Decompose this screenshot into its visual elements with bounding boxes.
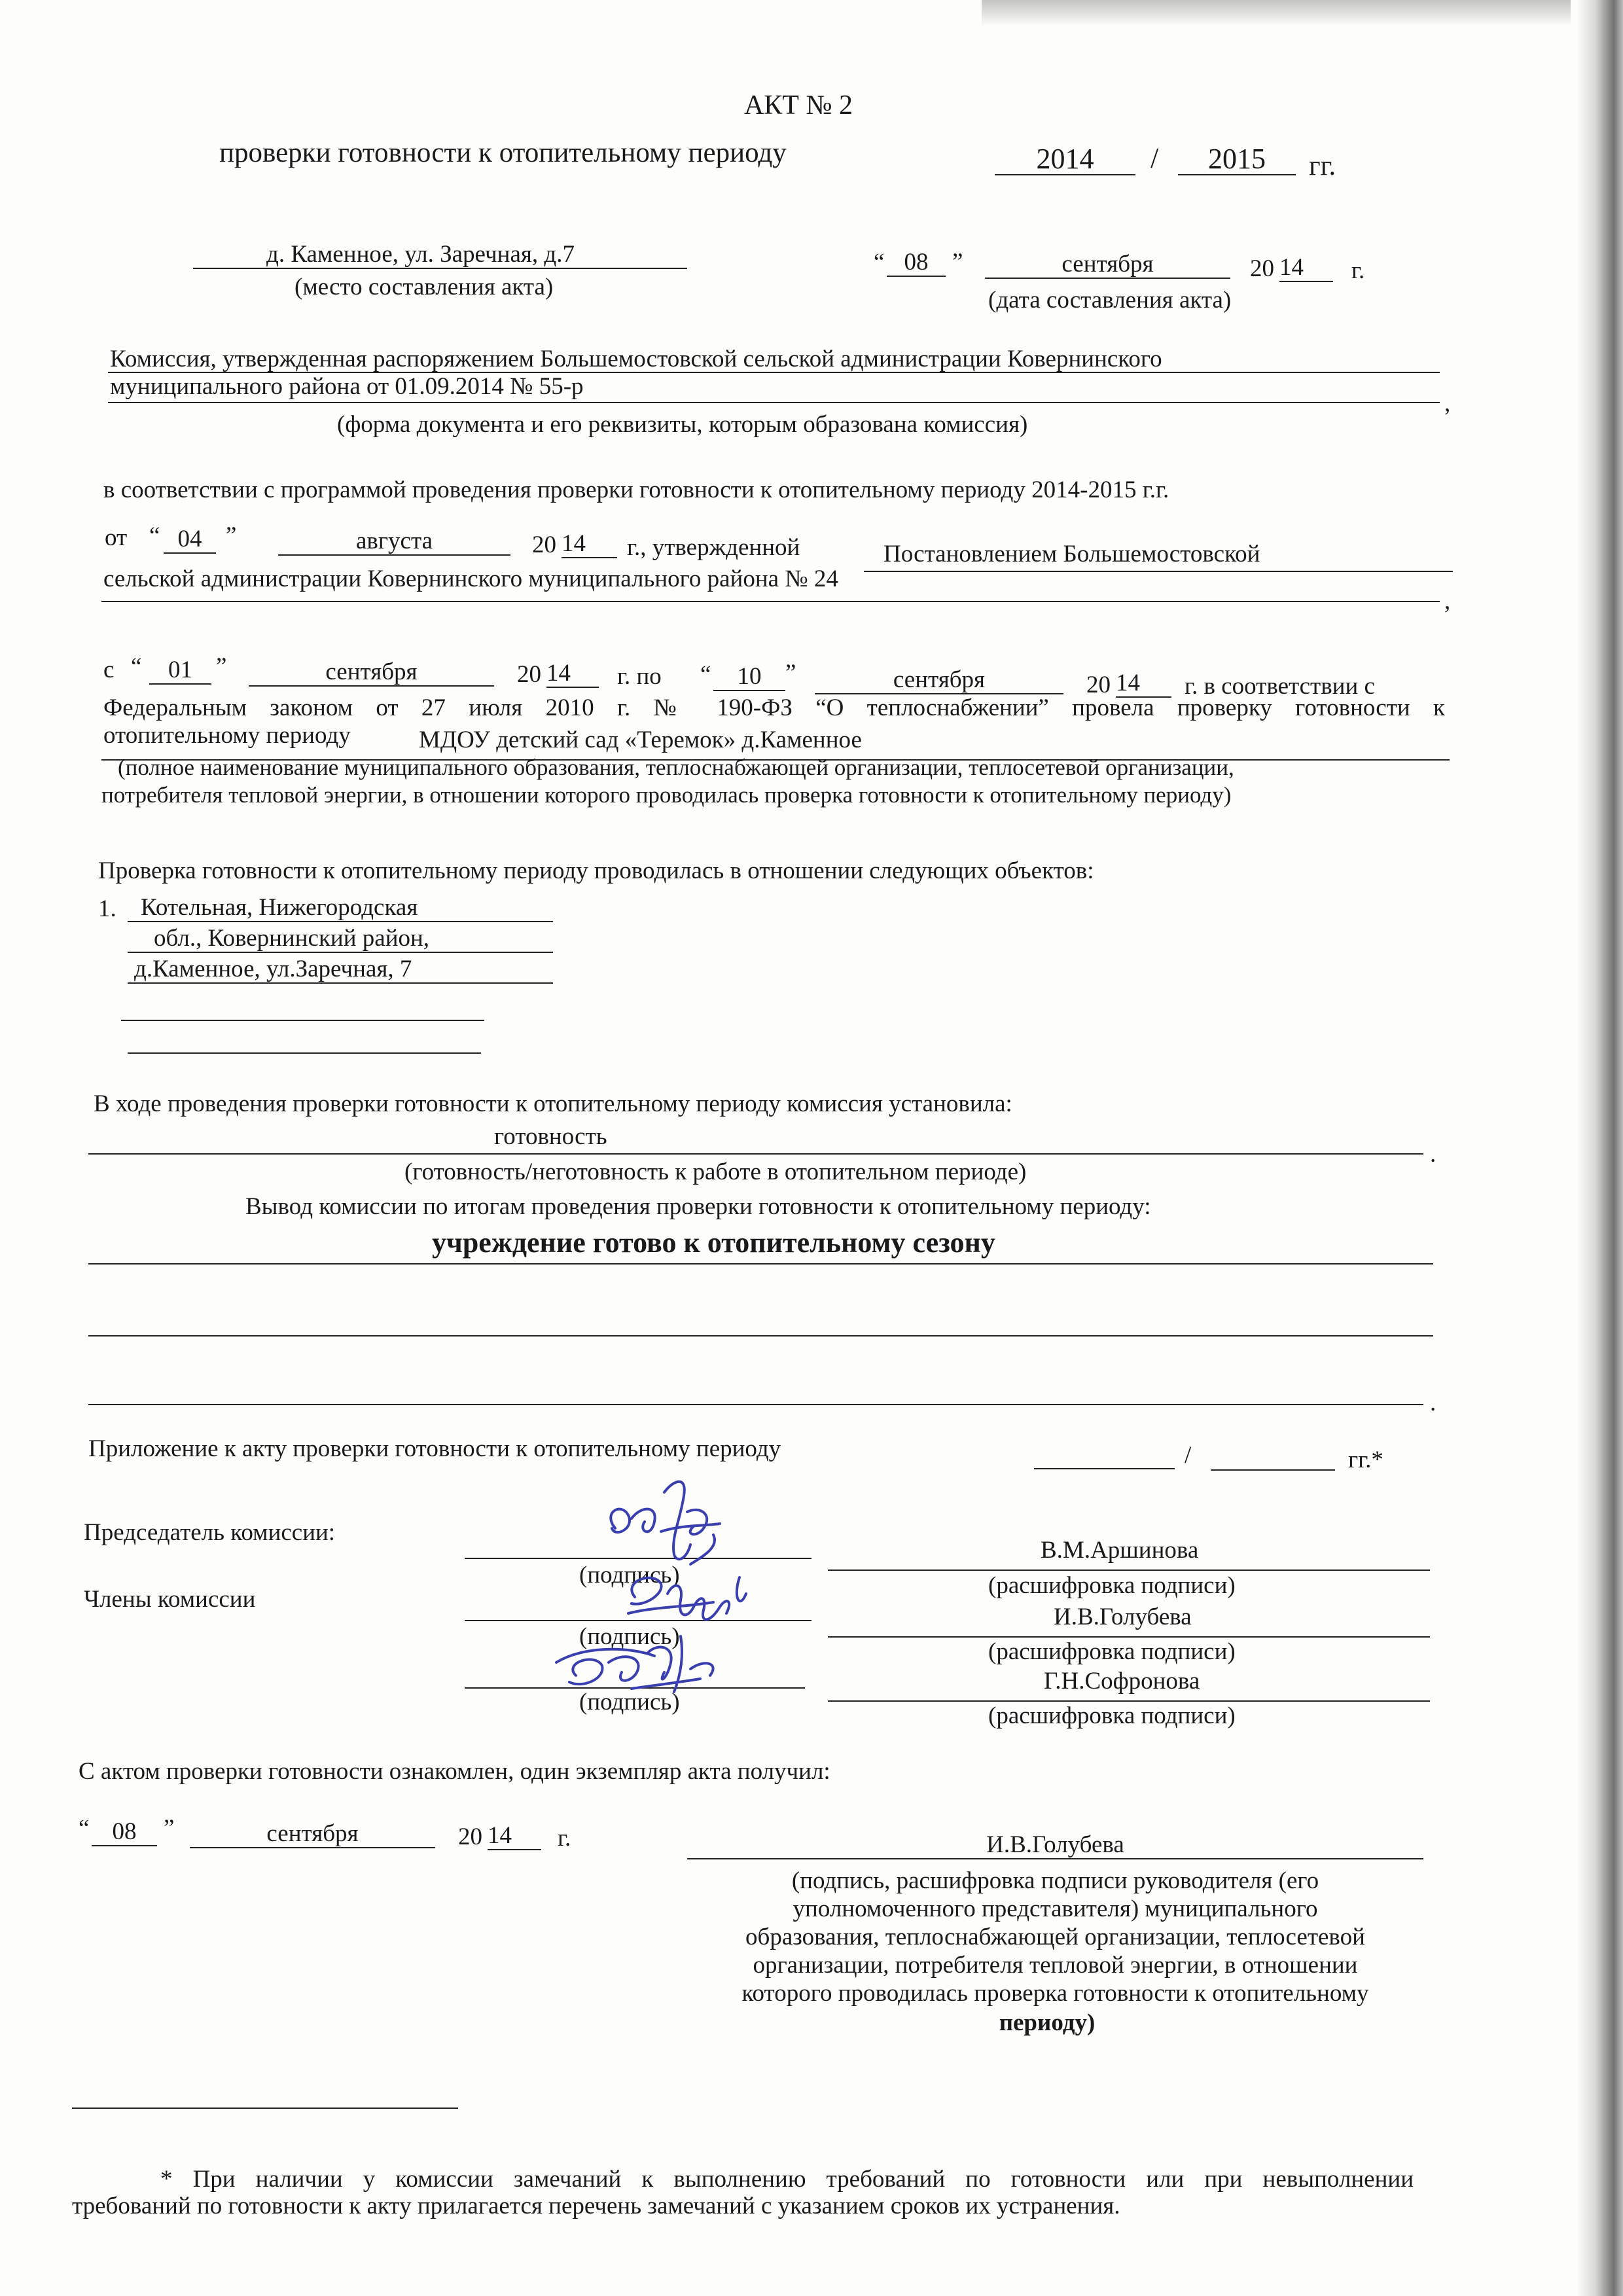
member-2-name: Г.Н.Софронова xyxy=(1044,1668,1200,1695)
period-year-prefix-1: 20 xyxy=(517,661,541,688)
year-from: 2014 xyxy=(995,144,1135,175)
period-object-prefix: отопительному периоду xyxy=(103,722,351,749)
chair-label: Председатель комиссии: xyxy=(84,1519,336,1546)
place-caption: (место составления акта) xyxy=(294,274,554,300)
commission-underline xyxy=(108,402,1440,403)
ack-year-prefix: 20 xyxy=(458,1823,482,1850)
appendix-year-to xyxy=(1211,1469,1335,1471)
program-line: в соответствии с программой проведения проверки готовности к отопительному периоду 2014-2015 г.г. xyxy=(103,476,1169,503)
ack-caption-3: образования, теплоснабжающей организации, теплосетевой xyxy=(745,1924,1365,1950)
member-1-signature-stroke xyxy=(628,1577,746,1619)
ack-caption-5: которого проводилась проверка готовности к отопительному xyxy=(741,1980,1369,2007)
members-label: Члены комиссии xyxy=(84,1586,256,1613)
findings-value: готовность xyxy=(494,1123,607,1150)
period-law-line: Федеральным законом от 27 июля 2010 г. № 190-ФЗ “О теплоснабжении” провела проверку готовности к xyxy=(103,694,1445,721)
date-day: 08 xyxy=(887,250,946,277)
commission-underline-top xyxy=(108,372,1440,373)
period-quote-open-2: “ xyxy=(700,661,711,688)
conclusion-label: Вывод комиссии по итогам проведения проверки готовности к отопительному периоду: xyxy=(245,1193,1151,1220)
period-tail: г. в соответствии с xyxy=(1185,673,1375,700)
period-to-label: г. по xyxy=(617,663,662,690)
place-field: д. Каменное, ул. Заречная, д.7 xyxy=(193,242,687,269)
ack-caption-2: уполномоченного представителя) муниципального xyxy=(793,1895,1318,1922)
object-line-3: д.Каменное, ул.Заречная, 7 xyxy=(128,957,553,984)
ack-day: 08 xyxy=(92,1820,157,1846)
ack-year: 14 xyxy=(488,1823,541,1850)
period-from-year: 14 xyxy=(546,661,599,688)
ack-quote-close: ” xyxy=(164,1815,175,1842)
period-caption-2: потребителя тепловой энергии, в отношении которого проводилась проверка готовности к отопительному периоду) xyxy=(101,782,1232,808)
program-year-prefix: 20 xyxy=(532,531,556,558)
period-year-prefix-2: 20 xyxy=(1086,672,1111,698)
findings-period-mark: . xyxy=(1430,1141,1436,1168)
member-1-name-line xyxy=(828,1636,1430,1638)
date-month: сентября xyxy=(985,252,1230,279)
program-month: августа xyxy=(278,529,510,556)
chair-name: В.М.Аршинова xyxy=(1041,1537,1199,1564)
findings-intro: В ходе проведения проверки готовности к отопительному периоду комиссия установила: xyxy=(94,1090,1012,1117)
footnote-separator xyxy=(72,2108,458,2109)
member-2-signature-caption: (подпись) xyxy=(579,1689,680,1715)
member-1-name: И.В.Голубева xyxy=(1054,1604,1192,1630)
program-approved-underline-1 xyxy=(864,571,1453,572)
program-approved-underline-2 xyxy=(101,601,1440,602)
program-from-label: от xyxy=(105,524,128,551)
date-quote-open: “ xyxy=(874,249,885,276)
appendix-year-from xyxy=(1034,1468,1175,1469)
findings-underline xyxy=(88,1153,1423,1155)
date-year-suffix: г. xyxy=(1351,257,1365,284)
document-title: АКТ № 2 xyxy=(743,90,853,120)
conclusion-underline-2 xyxy=(88,1335,1433,1336)
year-to: 2015 xyxy=(1178,144,1296,175)
program-day: 04 xyxy=(164,527,216,554)
ack-caption-6: периоду) xyxy=(999,2009,1096,2036)
conclusion-underline-1 xyxy=(88,1263,1433,1265)
period-quote-open: “ xyxy=(131,653,142,680)
period-to-month: сентября xyxy=(815,668,1063,694)
member-1-decode-caption: (расшифровка подписи) xyxy=(988,1638,1236,1665)
conclusion-text: учреждение готово к отопительному сезону xyxy=(432,1227,995,1259)
program-year: 14 xyxy=(562,531,617,558)
scan-edge-shadow xyxy=(1577,0,1623,2296)
scan-smudge xyxy=(982,0,1571,26)
program-approved-by-1: Постановлением Большемостовской xyxy=(883,541,1260,567)
period-object-name: МДОУ детский сад «Теремок» д.Каменное xyxy=(419,726,862,753)
program-quote-close: ” xyxy=(226,522,237,549)
program-approved-label: г., утвержденной xyxy=(627,534,800,561)
period-to-day: 10 xyxy=(713,664,785,691)
ack-year-suffix: г. xyxy=(558,1825,571,1852)
footnote-line-2: требований по готовности к акту прилагается перечень замечаний с указанием сроков их устранения. xyxy=(72,2193,1120,2219)
appendix-slash: / xyxy=(1185,1442,1192,1469)
program-approved-by-2: сельской администрации Ковернинского муниципального района № 24 xyxy=(103,565,838,592)
date-year: 14 xyxy=(1279,255,1333,282)
handwritten-signatures xyxy=(524,1466,798,1715)
object-line-4 xyxy=(121,1020,484,1021)
appendix-label: Приложение к акту проверки готовности к отопительному периоду xyxy=(88,1435,781,1462)
ack-name: И.В.Голубева xyxy=(687,1833,1423,1859)
appendix-suffix: гг.* xyxy=(1348,1446,1383,1473)
ack-quote-open: “ xyxy=(79,1815,90,1842)
period-to-year: 14 xyxy=(1116,671,1171,698)
year-slash: / xyxy=(1150,142,1159,174)
member-2-name-line xyxy=(828,1700,1430,1702)
findings-caption: (готовность/неготовность к работе в отопительном периоде) xyxy=(404,1158,1027,1185)
conclusion-underline-3 xyxy=(88,1404,1423,1405)
objects-number: 1. xyxy=(98,895,116,922)
period-from-label: с xyxy=(103,656,115,683)
period-caption-1: (полное наименование муниципального образования, теплоснабжающей организации, теплосетевой организации, xyxy=(118,755,1234,780)
document-subtitle: проверки готовности к отопительному периоду xyxy=(219,137,787,168)
years-suffix: гг. xyxy=(1309,151,1336,181)
commission-line-2: муниципального района от 01.09.2014 № 55-р xyxy=(110,373,584,400)
objects-intro: Проверка готовности к отопительному периоду проводилась в отношении следующих объектов: xyxy=(98,857,1094,884)
period-quote-close: ” xyxy=(216,653,227,680)
period-from-day: 01 xyxy=(149,658,211,685)
ack-month: сентября xyxy=(190,1821,435,1848)
conclusion-period-mark: . xyxy=(1430,1390,1436,1416)
chair-decode-caption: (расшифровка подписи) xyxy=(988,1572,1236,1599)
program-comma: , xyxy=(1444,588,1451,615)
commission-caption: (форма документа и его реквизиты, которым образована комиссия) xyxy=(337,411,1028,438)
date-year-prefix: 20 xyxy=(1250,255,1274,282)
chair-signature-caption: (подпись) xyxy=(579,1562,680,1588)
date-caption: (дата составления акта) xyxy=(988,287,1232,314)
commission-comma: , xyxy=(1444,390,1451,417)
ack-caption-1: (подпись, расшифровка подписи руководителя (его xyxy=(791,1867,1319,1894)
object-line-2: обл., Ковернинский район, xyxy=(128,926,553,953)
member-2-signature-stroke xyxy=(556,1636,713,1692)
ack-label: С актом проверки готовности ознакомлен, один экземпляр акта получил: xyxy=(79,1758,830,1785)
commission-line-1: Комиссия, утвержденная распоряжением Большемостовской сельской администрации Ковернинского xyxy=(110,346,1162,372)
member-1-signature-caption: (подпись) xyxy=(579,1623,680,1650)
chair-signature-stroke xyxy=(611,1482,720,1564)
period-quote-close-2: ” xyxy=(785,660,796,687)
date-quote-close: ” xyxy=(952,249,963,276)
chair-name-line xyxy=(828,1570,1430,1571)
object-line-1: Котельная, Нижегородская xyxy=(128,895,553,922)
footnote-line-1: * При наличии у комиссии замечаний к выполнению требований по готовности или при невыполнении xyxy=(160,2166,1414,2193)
period-from-month: сентября xyxy=(249,660,494,687)
member-2-decode-caption: (расшифровка подписи) xyxy=(988,1702,1236,1729)
object-line-5 xyxy=(128,1052,481,1054)
ack-caption-4: организации, потребителя тепловой энергии, в отношении xyxy=(753,1952,1358,1979)
program-quote-open: “ xyxy=(149,522,160,549)
